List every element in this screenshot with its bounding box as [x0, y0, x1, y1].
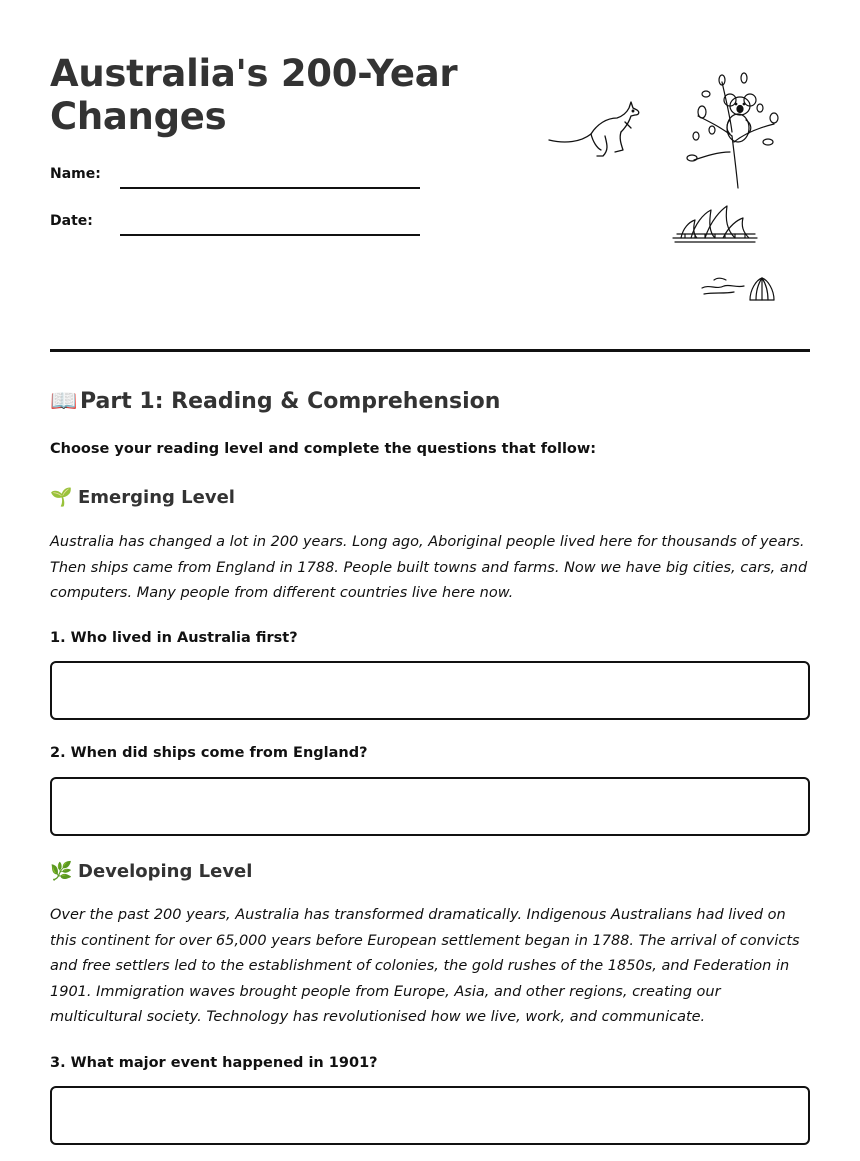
herb-icon: 🌿: [50, 861, 73, 882]
name-field[interactable]: [120, 187, 420, 189]
emerging-passage: Australia has changed a lot in 200 years. Long ago, Aboriginal people lived here for thousands of years. Then ships came from England in 1788. People built towns and farms. Now we have big cities, cars, and computers. Many people from different countries live here now.: [50, 534, 808, 601]
developing-heading-text: Developing Level: [78, 861, 253, 882]
part1-heading: [50, 389, 500, 414]
question-2: 2. When did ships come from England?: [50, 745, 368, 761]
koala-in-tree-icon: [682, 72, 786, 190]
kangaroo-icon: [545, 98, 645, 160]
question-3: 3. What major event happened in 1901?: [50, 1055, 378, 1071]
date-label: Date:: [50, 213, 93, 229]
developing-heading: [50, 861, 252, 882]
section-divider: [50, 349, 810, 352]
developing-passage: Over the past 200 years, Australia has transformed dramatically. Indigenous Australians had lived on this continent for over 65,000 years before European settlement began in 1788. The arrival of convicts and free settlers led to the establishment of colonies, the gold rushes of the 1850s, and Federation in 1901. Immigration waves brought people from Europe, Asia, and other regions, creating our multicultural society. Technology has revolutionised how we live, work, and communicate.: [50, 907, 800, 1025]
name-label: Name:: [50, 166, 101, 182]
seedling-icon: 🌱: [50, 487, 73, 508]
emerging-heading: [50, 487, 235, 508]
open-book-icon: 📖: [50, 389, 78, 414]
date-field[interactable]: [120, 234, 420, 236]
worksheet-title: Australia's 200-Year Changes: [50, 52, 458, 138]
question-1: 1. Who lived in Australia first?: [50, 630, 298, 646]
instructions: Choose your reading level and complete the questions that follow:: [50, 441, 597, 457]
part1-heading-text: Part 1: Reading & Comprehension: [80, 389, 501, 414]
answer-box-1[interactable]: [50, 661, 810, 720]
beach-umbrella-icon: [700, 272, 778, 304]
emerging-heading-text: Emerging Level: [78, 487, 235, 508]
opera-house-icon: [671, 202, 759, 244]
answer-box-3[interactable]: [50, 1086, 810, 1145]
answer-box-2[interactable]: [50, 777, 810, 836]
